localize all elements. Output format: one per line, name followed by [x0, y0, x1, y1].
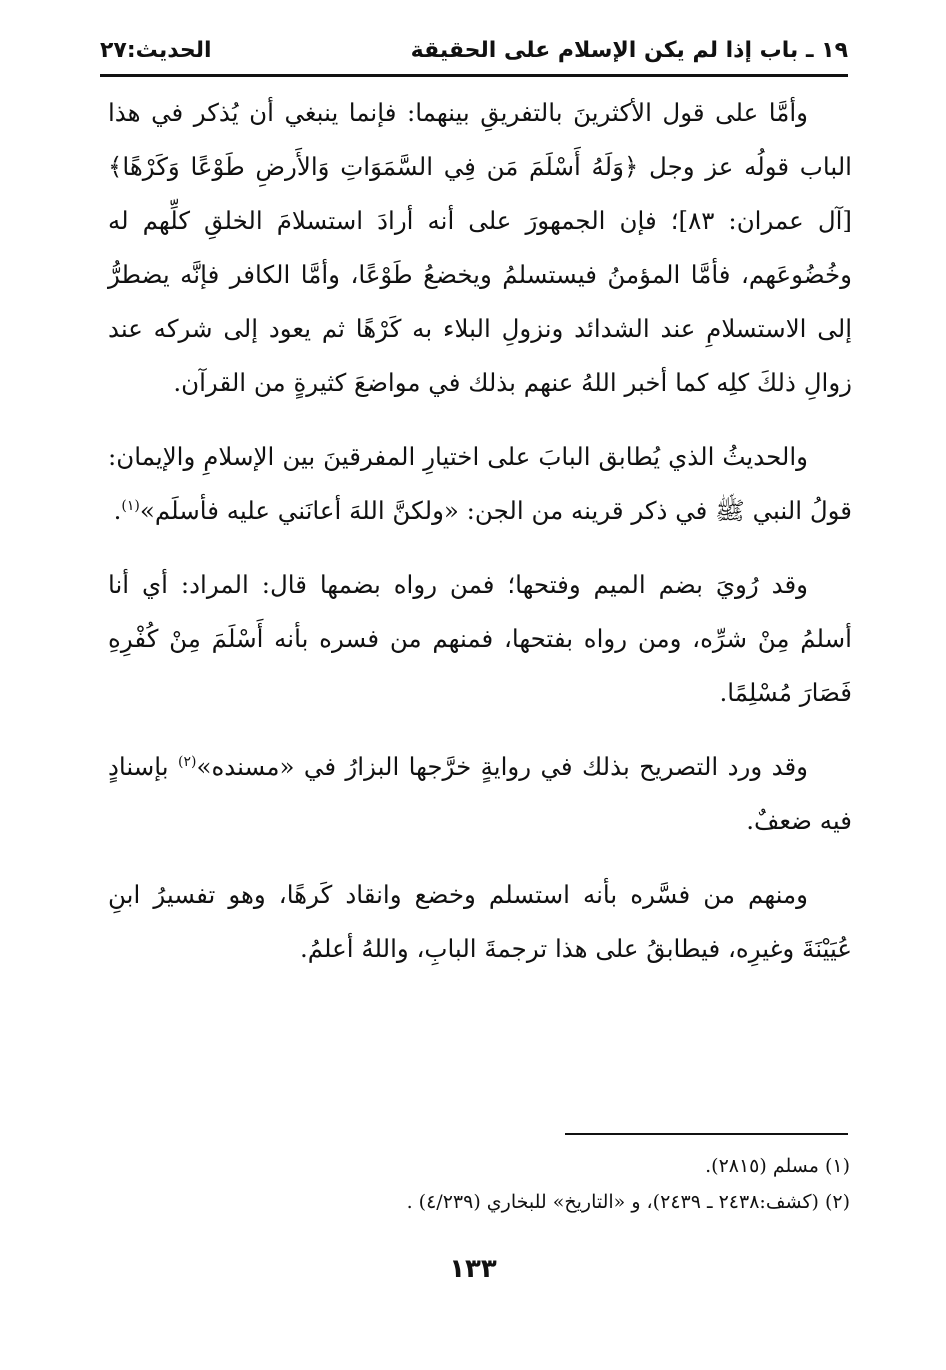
footnote-rule [565, 1133, 848, 1135]
paragraph-2-text: والحديثُ الذي يُطابق البابَ على اختيارِ المفرقينَ بين الإسلامِ والإيمان: قولُ النبي ﷺ في ذكر قرينه من الجن: «ولكنَّ اللهَ أعانَني عليه فأسلَم» [108, 442, 852, 525]
running-header [100, 30, 848, 70]
header-rule [100, 74, 848, 77]
paragraph-4-tail: بإسنادٍ فيه ضعفٌ. [108, 752, 852, 835]
paragraph-4 [108, 740, 852, 848]
paragraph-1-text: وأمَّا على قول الأكثرينَ بالتفريقِ بينهما: فإنما ينبغي أن يُذكر في هذا الباب قولُه عز وجل ﴿وَلَهُ أَسْلَمَ مَن فِي السَّمَوَاتِ وَالأَرضِ طَوْعًا وَكَرْهًا﴾ [آل عمران: ٨٣]؛ فإن الجمهورَ على أنه أرادَ استسلامَ الخلقِ كلِّهم له وخُضُوعَهم، فأمَّا المؤمنُ فيستسلمُ ويخضعُ طَوْعًا، وأمَّا الكافر فإنَّه يضطرُّ إلى الاستسلامِ عند الشدائد ونزولِ البلاء به كَرْهًا ثم يعود إلى شركه عند زوالِ ذلكَ كلِه كما أخبر اللهُ عنهم بذلك في مواضعَ كثيرةٍ من القرآن. [108, 98, 852, 397]
main-text [108, 86, 852, 996]
footnote-ref-1: (١) [121, 497, 140, 514]
paragraph-4-text: وقد ورد التصريح بذلك في روايةٍ خرَّجها البزارُ في «مسنده» [196, 752, 808, 781]
page-number: ١٣٣ [449, 1254, 497, 1284]
chapter-title: ١٩ ـ باب إذا لم يكن الإسلام على الحقيقة [410, 37, 848, 63]
footnote-ref-2: (٢) [177, 753, 197, 770]
hadith-number: الحديث:٢٧ [100, 37, 212, 63]
footnote-1: (١) مسلم (٢٨١٥). [705, 1155, 850, 1177]
paragraph-3-text: وقد رُويَ بضم الميم وفتحها؛ فمن رواه بضمها قال: المراد: أي أنا أسلمُ مِنْ شرِّه، ومن رواه بفتحها، فمنهم من فسره بأنه أَسْلَمَ مِنْ كُفْرِهِ فَصَارَ مُسْلِمًا. [108, 570, 852, 707]
paragraph-3 [108, 558, 852, 720]
paragraph-5-text: ومنهم من فسَّره بأنه استسلم وخضع وانقاد كَرهًا، وهو تفسيرُ ابنِ عُيَيْنَةَ وغيرِه، فيطابقُ على هذا ترجمةَ البابِ، واللهُ أعلمُ. [108, 880, 852, 963]
paragraph-2 [108, 430, 852, 538]
footnotes [300, 1148, 850, 1220]
footnote-2: (٢) (كشف:٢٤٣٨ ـ ٢٤٣٩)، و «التاريخ» للبخاري (٤/٢٣٩) . [406, 1191, 850, 1213]
paragraph-2-end: . [113, 496, 122, 525]
paragraph-1 [108, 86, 852, 410]
paragraph-5 [108, 868, 852, 976]
